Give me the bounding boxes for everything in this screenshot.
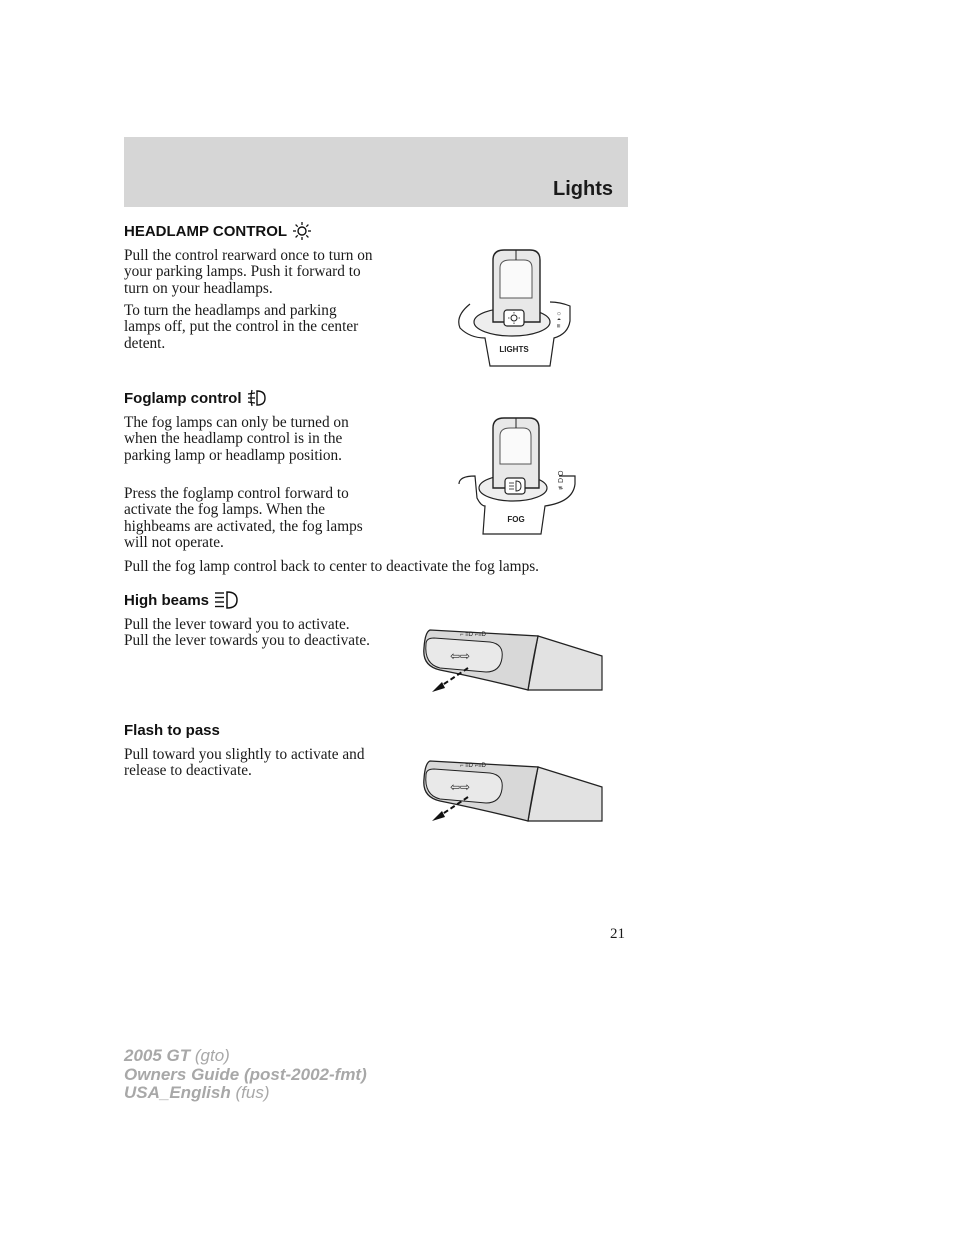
foglamp-paragraph-1: The fog lamps can only be turned on when the headlamp control is in the parking lamp or headlamp position. [124, 414, 349, 464]
foglamp-control-figure [455, 414, 585, 536]
flash-heading-text: Flash to pass [124, 722, 220, 739]
headlamp-control-figure [450, 246, 590, 368]
headlamp-paragraph-1: Pull the control rearward once to turn on your parking lamps. Push it forward to turn on your headlamps. [124, 247, 373, 297]
highbeams-heading-text: High beams [124, 591, 210, 609]
svg-text:⇦⇨: ⇦⇨ [450, 780, 471, 794]
footer-model-code: (gto) [194, 1046, 230, 1065]
flash-to-pass-lever-figure [420, 755, 605, 827]
flash-heading [124, 722, 220, 739]
highbeams-paragraph: Pull the lever toward you to activate. Pull the lever towards you to deactivate. [124, 616, 370, 650]
foglamp-paragraph-2: Press the foglamp control forward to activate the fog lamps. When the highbeams are activated, the fog lamps will not operate. [124, 485, 363, 551]
foglamp-paragraph-3: Pull the fog lamp control back to center to deactivate the fog lamps. [124, 558, 540, 575]
page-number: 21 [610, 926, 625, 942]
document-footer [124, 1047, 367, 1103]
footer-language: USA_English [124, 1083, 231, 1102]
headlamp-paragraph-2: To turn the headlamps and parking lamps off, put the control in the center detent. [124, 302, 359, 352]
footer-language-code: (fus) [235, 1083, 270, 1102]
sun-icon [291, 221, 313, 241]
high-beam-lever-figure [420, 624, 605, 696]
headlamp-heading-text: HEADLAMP CONTROL [124, 222, 288, 240]
svg-text:⌐ ≡D ⌐≡D: ⌐ ≡D ⌐≡D [460, 763, 487, 769]
headlamp-heading [124, 221, 313, 241]
foglamp-heading [124, 388, 268, 408]
section-title: Lights [553, 178, 613, 200]
flash-paragraph: Pull toward you slightly to activate and release to deactivate. [124, 746, 365, 780]
footer-model: 2005 GT [124, 1046, 191, 1065]
lights-label: LIGHTS [499, 345, 529, 354]
footer-guide: Owners Guide (post-2002-fmt) [124, 1064, 367, 1084]
svg-text:≢D O: ≢D O [558, 470, 565, 490]
high-beam-icon [213, 590, 239, 610]
foglamp-heading-text: Foglamp control [124, 389, 242, 407]
page-header-band [124, 137, 628, 207]
svg-text:⌐ ≡D ⌐≡D: ⌐ ≡D ⌐≡D [460, 632, 487, 638]
fog-label: FOG [507, 515, 525, 524]
svg-text:⇦⇨: ⇦⇨ [450, 649, 471, 663]
highbeams-heading [124, 590, 239, 610]
foglamp-icon [246, 388, 268, 408]
svg-text:≡ ◑ ○: ≡ ◑ ○ [556, 311, 563, 328]
